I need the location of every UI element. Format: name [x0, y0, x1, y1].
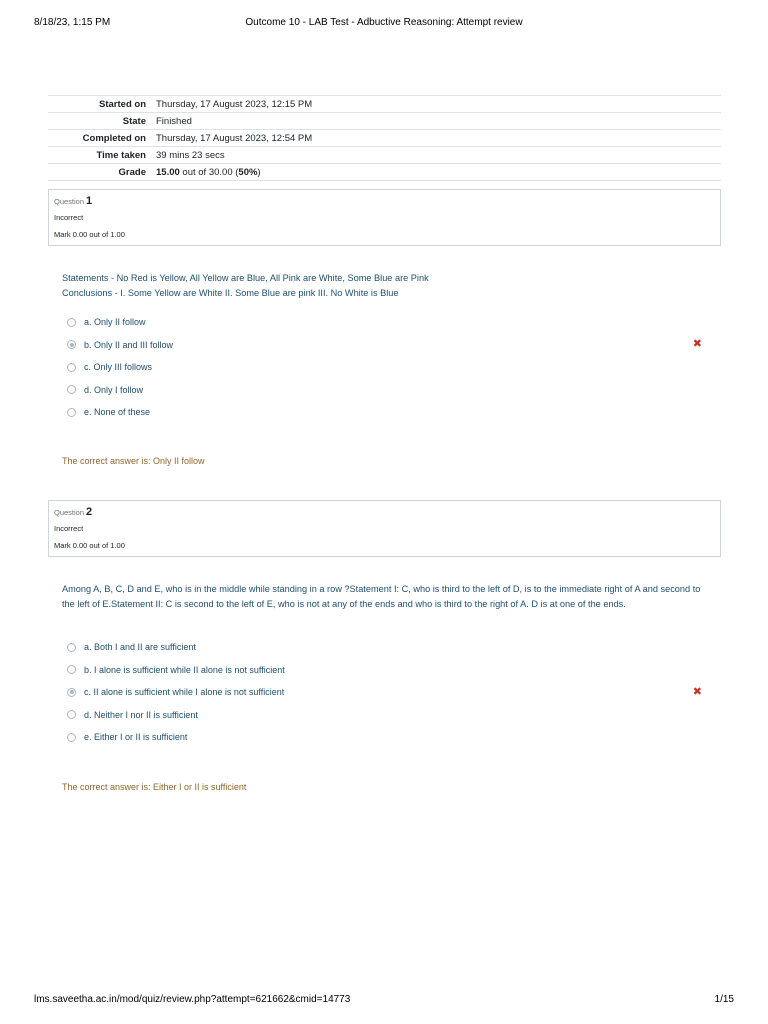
time-taken-value: 39 mins 23 secs — [156, 147, 721, 164]
state-value: Finished — [156, 113, 721, 130]
answer-label: a. Only II follow — [84, 317, 146, 328]
question-2-text: Among A, B, C, D and E, who is in the middle while standing in a row ?Statement I: C, who is third to the left of D, is to the immediate right of A and second to the left of E.Statement II: C is second to the left of E, who is not at any of the ends and who is third to the right of A. D is at one of the ends. — [62, 584, 701, 609]
answer-option[interactable] — [67, 401, 707, 424]
answer-label: b. Only II and III follow — [84, 339, 174, 350]
state-label: State — [48, 113, 156, 130]
question-1-correct-answer: The correct answer is: Only II follow — [62, 456, 205, 466]
summary-row-state — [48, 113, 721, 130]
question-1-conclusions: Conclusions - I. Some Yellow are White II. Some Blue are pink III. No White is Blue — [62, 288, 399, 298]
answer-label: d. Only I follow — [84, 384, 144, 395]
print-datetime: 8/18/23, 1:15 PM — [34, 17, 111, 28]
answer-option[interactable] — [67, 704, 707, 727]
grade-value — [156, 164, 721, 181]
answer-option[interactable] — [67, 636, 707, 659]
x-icon: ✖ — [692, 685, 702, 698]
summary-row-time — [48, 147, 721, 164]
question-2-correct-answer: The correct answer is: Either I or II is sufficient — [62, 782, 247, 792]
grade-close: ) — [257, 166, 261, 178]
question-1-state: Incorrect — [54, 213, 84, 222]
answer-option-selected[interactable] — [67, 334, 707, 357]
question-prefix: Question — [54, 508, 85, 517]
answer-option-selected[interactable] — [67, 681, 707, 704]
radio-icon[interactable] — [67, 710, 76, 719]
summary-row-grade — [48, 164, 721, 181]
summary-row-started — [48, 96, 721, 113]
question-1-statements: Statements - No Red is Yellow, All Yellow are Blue, All Pink are White, Some Blue are Pink — [62, 273, 429, 283]
question-2-mark: Mark 0.00 out of 1.00 — [54, 541, 125, 550]
question-2-answers — [67, 636, 707, 749]
answer-option[interactable] — [67, 356, 707, 379]
grade-percent: 50% — [238, 166, 258, 178]
answer-label: c. Only III follows — [84, 362, 153, 373]
attempt-summary-table — [48, 95, 721, 181]
radio-icon[interactable] — [67, 688, 76, 697]
completed-label: Completed on — [48, 130, 156, 147]
radio-icon[interactable] — [67, 643, 76, 652]
answer-label: d. Neither I nor II is sufficient — [84, 709, 198, 720]
grade-label: Grade — [48, 164, 156, 181]
answer-option[interactable] — [67, 726, 707, 749]
answer-label: e. Either I or II is sufficient — [84, 732, 188, 743]
radio-icon[interactable] — [67, 385, 76, 394]
x-icon: ✖ — [692, 338, 702, 351]
question-number: 2 — [86, 506, 93, 518]
answer-label: b. I alone is sufficient while II alone is not sufficient — [84, 664, 285, 675]
time-taken-label: Time taken — [48, 147, 156, 164]
completed-value: Thursday, 17 August 2023, 12:54 PM — [156, 130, 721, 147]
question-1-mark: Mark 0.00 out of 1.00 — [54, 230, 125, 239]
question-2-info — [48, 500, 721, 557]
started-label: Started on — [48, 96, 156, 113]
question-prefix: Question — [54, 197, 85, 206]
question-number: 1 — [86, 195, 93, 207]
print-title: Outcome 10 - LAB Test - Adbuctive Reasoning: Attempt review — [245, 17, 523, 28]
question-2-state: Incorrect — [54, 524, 84, 533]
question-1-answers — [67, 311, 707, 424]
summary-row-completed — [48, 130, 721, 147]
grade-score: 15.00 — [156, 166, 180, 178]
grade-out-of: out of 30.00 ( — [179, 166, 239, 178]
question-1-number — [54, 195, 92, 207]
answer-label: c. II alone is sufficient while I alone is not sufficient — [84, 687, 285, 698]
answer-option[interactable] — [67, 659, 707, 682]
question-1-text — [62, 271, 708, 301]
radio-icon[interactable] — [67, 363, 76, 372]
radio-icon[interactable] — [67, 665, 76, 674]
radio-icon[interactable] — [67, 733, 76, 742]
question-2-number — [54, 506, 92, 518]
question-1-info — [48, 189, 721, 246]
print-page-number: 1/15 — [714, 994, 734, 1005]
answer-label: a. Both I and II are sufficient — [84, 642, 196, 653]
radio-icon[interactable] — [67, 340, 76, 349]
print-url: lms.saveetha.ac.in/mod/quiz/review.php?attempt=621662&cmid=14773 — [34, 994, 351, 1005]
started-value: Thursday, 17 August 2023, 12:15 PM — [156, 96, 721, 113]
answer-label: e. None of these — [84, 407, 151, 418]
radio-icon[interactable] — [67, 318, 76, 327]
answer-option[interactable] — [67, 379, 707, 402]
radio-icon[interactable] — [67, 408, 76, 417]
answer-option[interactable] — [67, 311, 707, 334]
